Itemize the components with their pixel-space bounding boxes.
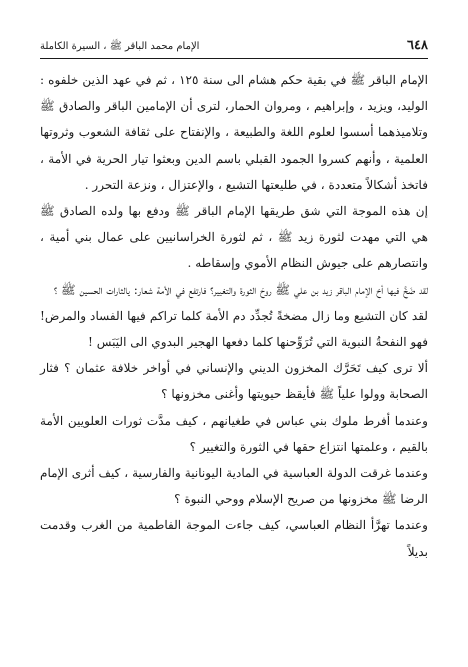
paragraph: ألا ترى كيف تَحَرَّك المخزون الديني والإنساني في أواخر خلافة عثمان ؟ فثار الصحابة وولوا علياً ﷺ فأيقظ حيويتها وأغنى مخزونها ؟	[40, 361, 428, 402]
paragraph: الإمام الباقر ﷺ في بقية حكم هشام الى سنة ١٢٥ ، ثم في عهد الذين خلفوه : الوليد، ويزيد ، وإبراهيم ، ومروان الحمار، لترى أن الإمامين الباقر والصادق ﷺ وتلاميذهما أسسوا لعلوم اللغة والطبيعة ، والإنفتاح على ثقافة الشعوب وثروتها العلمية ، وأنهم كسروا الجمود القبلي باسم الدين وبعثوا تيار الحرية في الأمة ، فاتخذ أشكالاً متعددة ، في طليعتها التشيع ، والإعتزال ، ونزعة التحرر .	[40, 73, 428, 192]
book-page	[40, 38, 428, 565]
page-number: ٦٤٨	[407, 38, 428, 53]
paragraph: لقد كان التشيع وما زال مضخةً تُجدِّد دم الأمة كلما تراكم فيها الفساد والمرض! فهو النفحةُ النبوية التي تُرَوِّحنها كلما دفعها الهجير البدوي الى اليَبَس !	[40, 308, 428, 350]
page-header	[40, 38, 428, 59]
running-title: الإمام محمد الباقر ﷺ ، السيرة الكاملة	[40, 41, 200, 52]
paragraph: إن هذه الموجة التي شق طريقها الإمام الباقر ﷺ ودفع بها ولده الصادق ﷺ هي التي مهدت لثورة زيد ﷺ ، ثم لثورة الخراسانيين على عمال بني أمية ، وانتصارهم على جيوش النظام الأموي وإسقاطه .	[40, 204, 428, 271]
paragraph: وعندما تهرَّأ النظام العباسي، كيف جاءت الموجة الفاطمية من الغرب وقدمت بديلاً	[40, 518, 428, 559]
paragraph: لقد ضَخَّ فيها أخ الإمام الباقر زيد بن علي ﷺ روحَ الثورة والتغيير؟ فارتفع في الأمة شعار: يالثارات الحسين ﷺ ؟	[53, 282, 428, 297]
body-text	[40, 67, 428, 565]
paragraph: وعندما غرقت الدولة العباسية في المادية اليونانية والفارسية ، كيف أثرى الإمام الرضا ﷺ مخزونها من صريح الإسلام ووحي النبوة ؟	[40, 466, 428, 507]
paragraph: وعندما أفرط ملوك بني عباس في طغيانهم ، كيف مدَّت ثورات العلويين الأمة بالقيم ، وعلمتها انتزاع حقها في الثورة والتغيير ؟	[40, 413, 428, 454]
